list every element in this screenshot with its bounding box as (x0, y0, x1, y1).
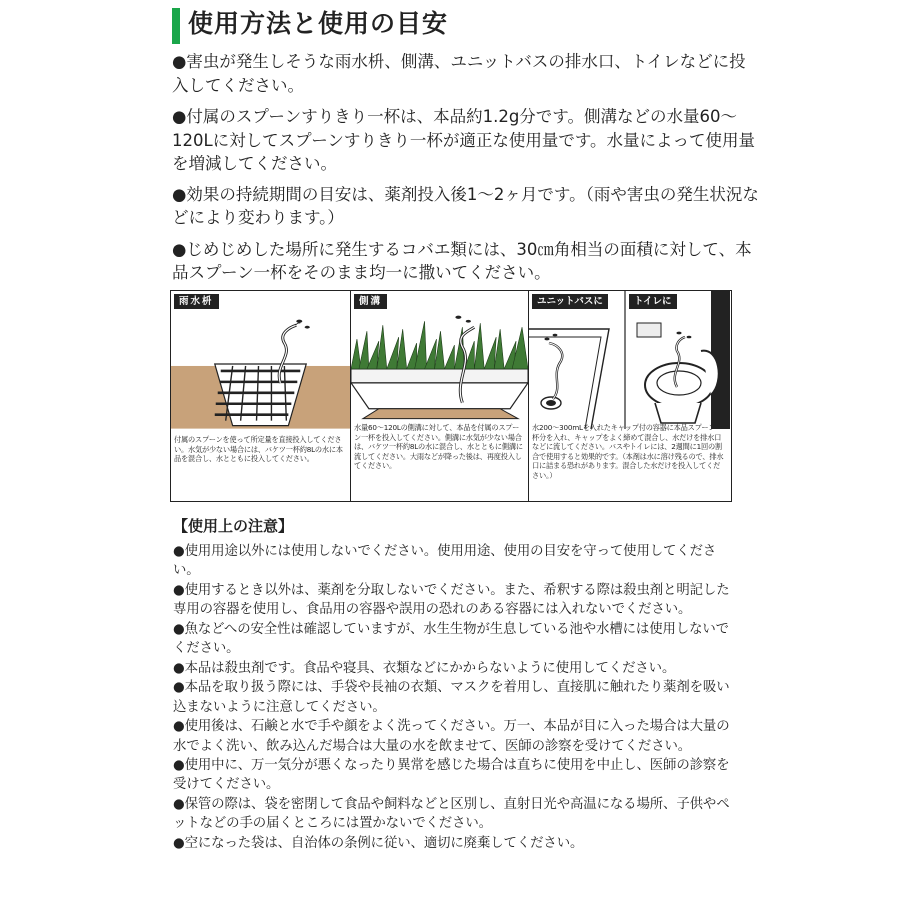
gutter-grass-icon (351, 291, 528, 429)
caution-item: ●本品を取り扱う際には、手袋や長袖の衣類、マスクを着用し、直接肌に触れたり薬剤を吸い込まないように注意してください。 (173, 680, 730, 715)
panel-tag-rain-basin: 雨水枡 (174, 294, 219, 309)
usage-intro (172, 50, 762, 293)
intro-paragraph: ●付属のスプーンすりきり一杯は、本品約1.2g分です。側溝などの水量60～120Lに対してスプーンすりきり一杯が適正な使用量です。水量によって使用量を増減してください。 (172, 107, 756, 173)
intro-paragraph: ●じめじめした場所に発生するコバエ類には、30㎝角相当の面積に対して、本品スプーン一杯をそのまま均一に撒いてください。 (172, 239, 752, 282)
caution-heading: 【使用上の注意】 (173, 517, 294, 535)
panel-tag-toilet: トイレに (629, 294, 677, 309)
panel-text-rain-basin: 付属のスプーンを使って所定量を直接投入してください。水気が少ない場合には、バケツ一杯約8Lの水に本品を混合し、水とともに投入してください。 (174, 435, 343, 464)
panel-tag-bath: ユニットバスに (532, 294, 608, 309)
caution-item: ●保管の際は、袋を密閉して食品や飼料などと区別し、直射日光や高温になる場所、子供やペットなどの手の届くところには置かないでください。 (173, 797, 730, 832)
panel-tag-gutter: 側溝 (354, 294, 387, 309)
page-title: 使用方法と使用の目安 (188, 9, 449, 38)
intro-paragraph: ●害虫が発生しそうな雨水枡、側溝、ユニットバスの排水口、トイレなどに投入してください。 (172, 52, 746, 95)
usage-illustrations (170, 290, 732, 502)
panel-bath-toilet (529, 291, 730, 501)
panel-gutter (351, 291, 529, 501)
caution-item: ●使用するとき以外は、薬剤を分取しないでください。また、希釈する際は殺虫剤と明記した専用の容器を使用し、食品用の容器や誤用の恐れのある容器には入れないでください。 (173, 582, 730, 618)
caution-item: ●使用中に、万一気分が悪くなったり異常を感じた場合は直ちに使用を中止し、医師の診察を受けてください。 (173, 758, 730, 793)
intro-paragraph: ●効果の持続期間の目安は、薬剤投入後1～2ヶ月です。（雨や害虫の発生状況などにより変わります。） (172, 184, 759, 227)
drain-grate-icon (171, 291, 350, 429)
caution-item: ●本品は殺虫剤です。食品や寝具、衣類などにかからないように使用してください。 (173, 660, 676, 676)
panel-rain-basin (171, 291, 351, 501)
panel-text-gutter: 水量60～120Lの側溝に対して、本品を付属のスプーン一杯を投入してください。側溝に水気が少ない場合は、バケツ一杯約8Lの水に混合し、水とともに側溝に流してください。大雨などが降った後は、再度投入してください。 (354, 423, 523, 471)
title-accent-bar (172, 8, 180, 44)
panel-text-bath-toilet: 水200～300mLを入れたキャップ付の容器に本品スプーン一杯分を入れ、キャップをよく締めて混合し、水だけを排水口などに流してください。バスやトイレには、2週間に1回の割合で使用すると効果的です。（本剤は水に溶け残るので、排水口に詰まる恐れがあります。混合した水だけを投入してください。） (532, 423, 724, 480)
caution-item: ●使用用途以外には使用しないでください。使用用途、使用の目安を守って使用してください。 (173, 544, 717, 579)
caution-list (173, 542, 738, 854)
caution-item: ●空になった袋は、自治体の条例に従い、適切に廃棄してください。 (173, 836, 584, 852)
caution-item: ●魚などへの安全性は確認していますが、水生生物が生息している池や水槽には使用しないでください。 (173, 621, 729, 657)
bath-drain-icon (529, 291, 730, 429)
caution-item: ●使用後は、石鹸と水で手や顔をよく洗ってください。万一、本品が目に入った場合は大量の水でよく洗い、飲み込んだ場合は大量の水を飲ませて、医師の診察を受けてください。 (173, 719, 730, 754)
